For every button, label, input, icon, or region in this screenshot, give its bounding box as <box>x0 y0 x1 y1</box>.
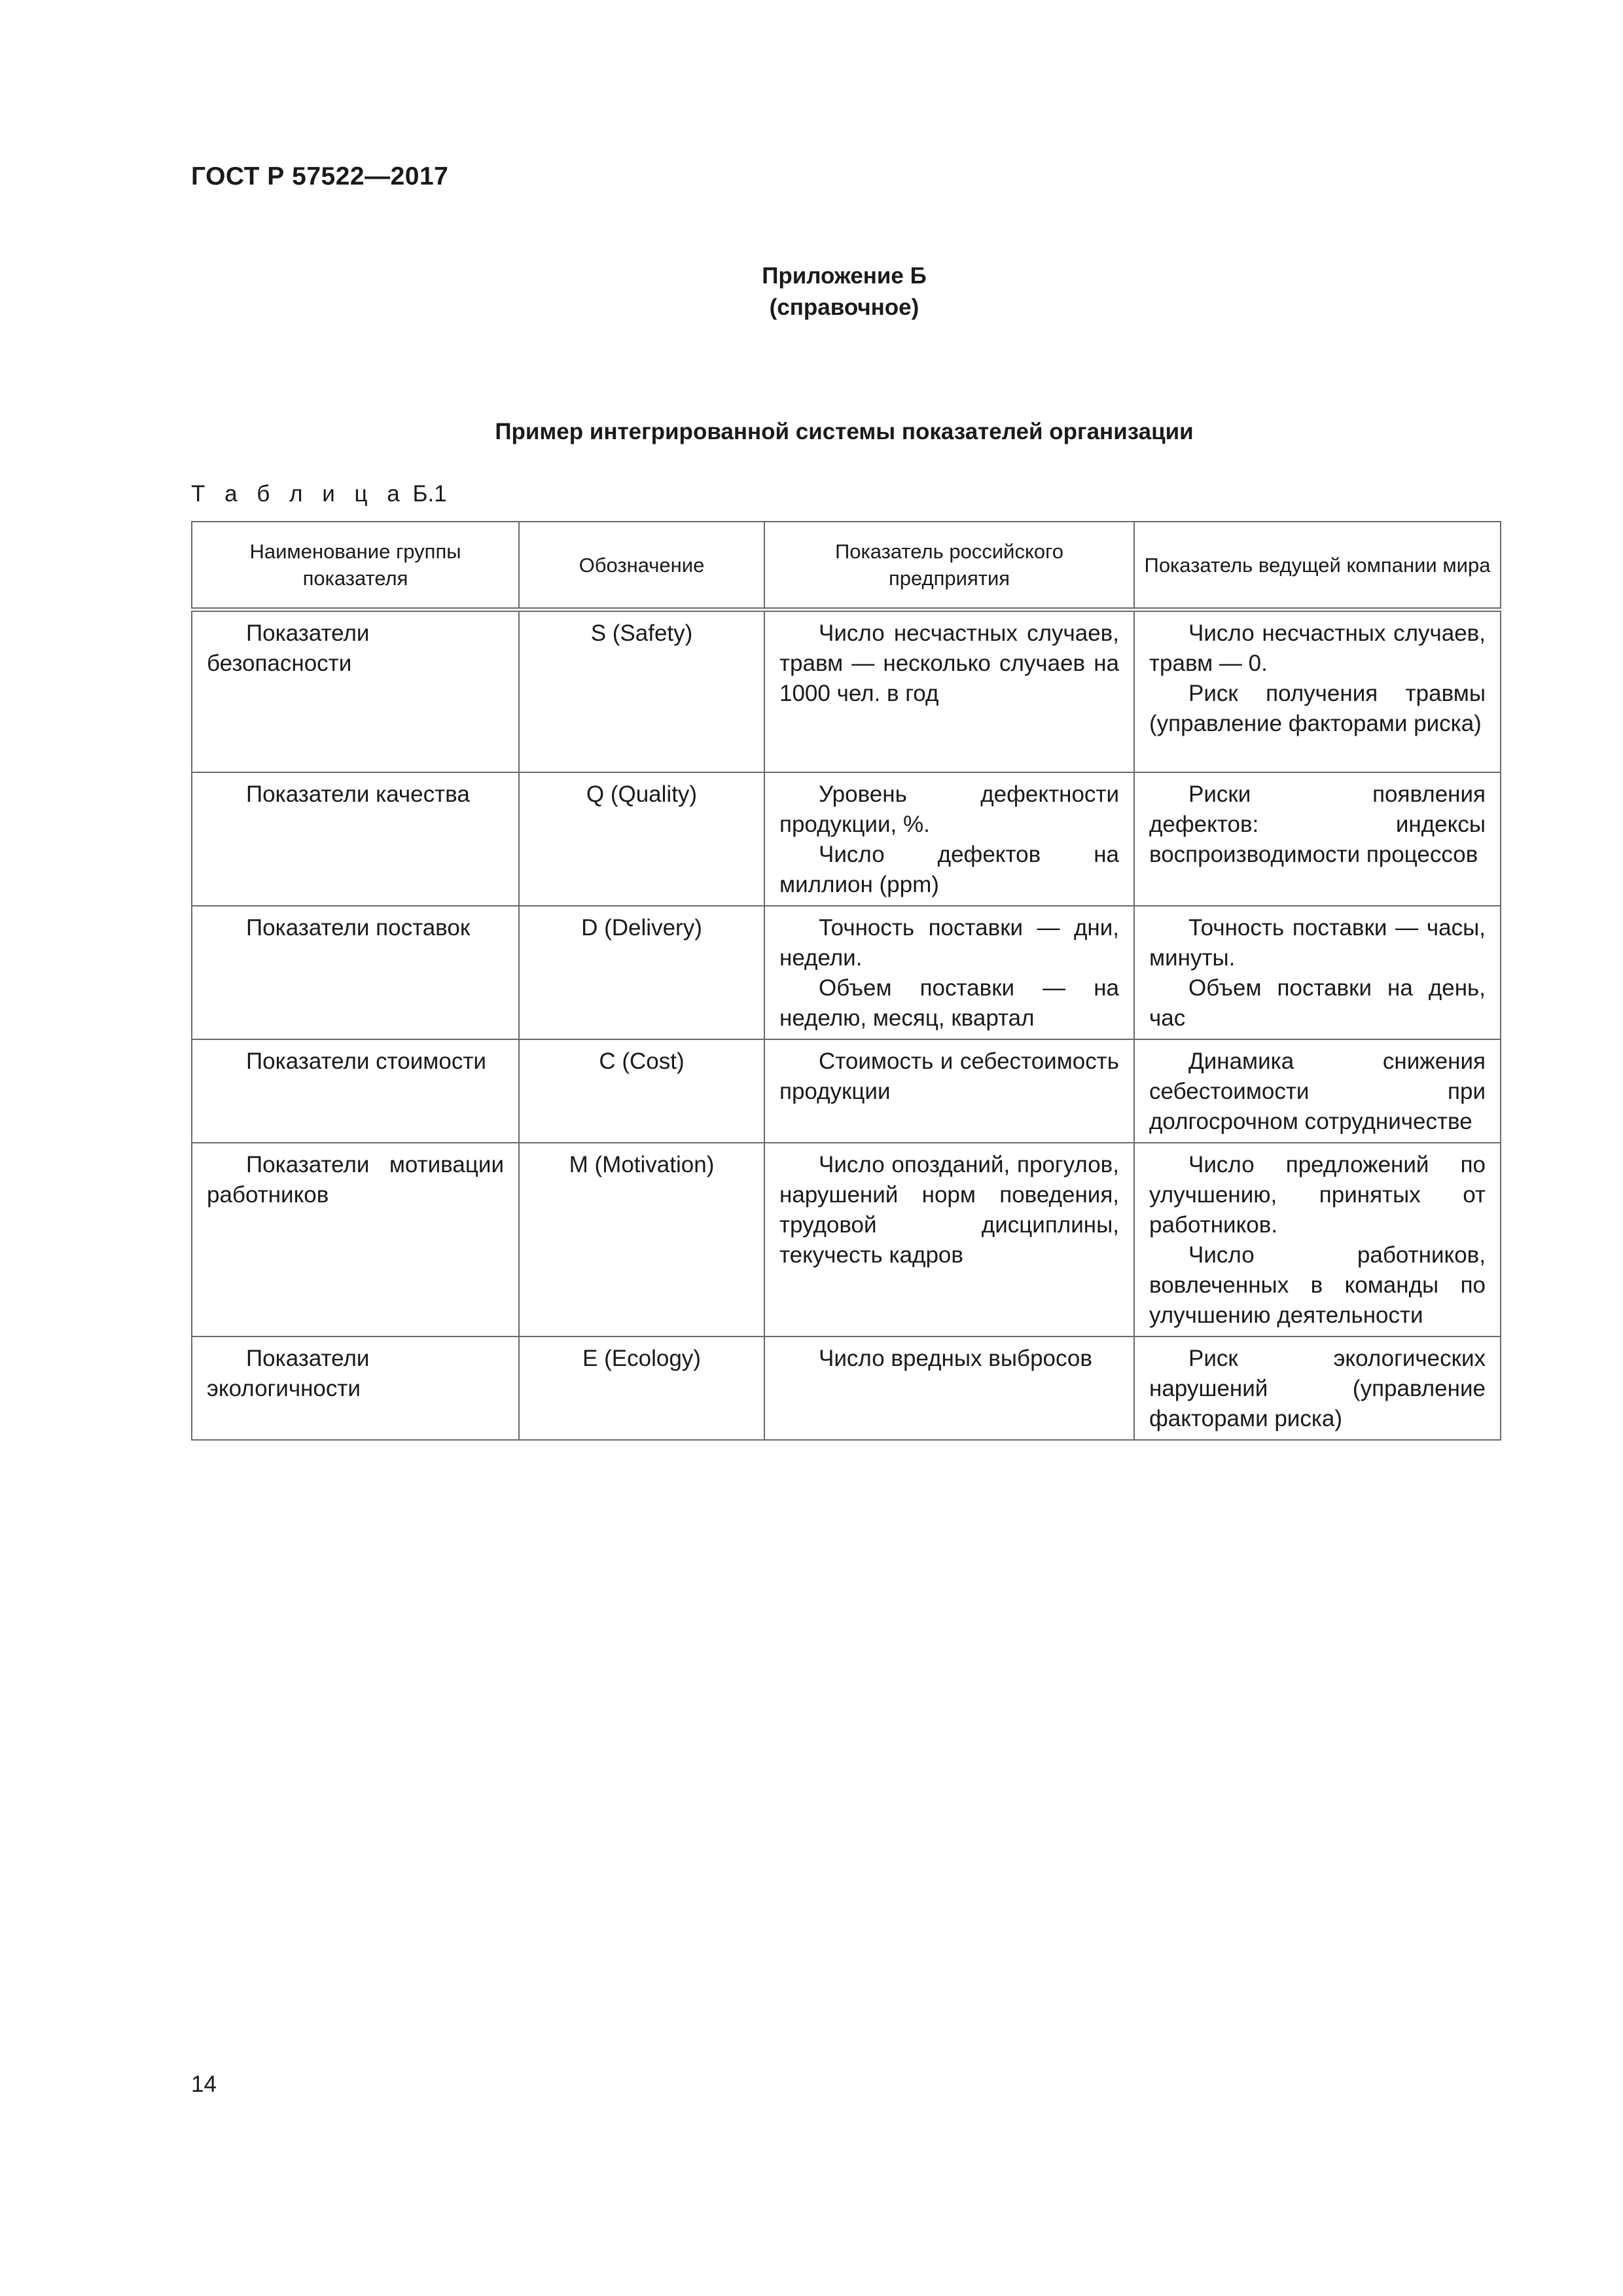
appendix-heading <box>0 260 1623 323</box>
world-cell: Динамика снижения себестоимости при долгосрочном сотрудничестве <box>1134 1039 1501 1143</box>
code-cell: M (Motivation) <box>519 1143 764 1336</box>
indicators-table <box>191 521 1501 1441</box>
column-header-code: Обозначение <box>519 522 764 610</box>
group-cell: Показатели безопасности <box>192 610 519 772</box>
table-row <box>192 906 1501 1039</box>
group-cell: Показатели качества <box>192 772 519 906</box>
standard-designation: ГОСТ Р 57522—2017 <box>191 162 449 190</box>
table-label-number: Б.1 <box>412 481 447 507</box>
section-title: Пример интегрированной системы показателей организации <box>495 419 1194 444</box>
group-cell: Показатели экологичности <box>192 1336 519 1440</box>
table-label <box>191 481 447 507</box>
russian-cell: Уровень дефектности продукции, %. Число дефектов на миллион (ppm) <box>764 772 1134 906</box>
world-cell: Риск экологических нарушений (управление факторами риска) <box>1134 1336 1501 1440</box>
column-header-world: Показатель ведущей компании мира <box>1134 522 1501 610</box>
table-label-word: Т а б л и ц а <box>191 481 406 507</box>
world-cell: Число несчастных случаев, травм — 0. Риск получения травмы (управление факторами риска) <box>1134 610 1501 772</box>
code-cell: E (Ecology) <box>519 1336 764 1440</box>
column-header-group: Наименование группы показателя <box>192 522 519 610</box>
page-number: 14 <box>191 2072 217 2097</box>
appendix-title: Приложение Б <box>762 263 927 289</box>
table-row <box>192 772 1501 906</box>
world-cell: Число предложений по улучшению, принятых от работников. Число работников, вовлеченных в команды по улучшению деятельности <box>1134 1143 1501 1336</box>
table-row <box>192 1336 1501 1440</box>
russian-cell: Число несчастных случаев, травм — несколько случаев на 1000 чел. в год <box>764 610 1134 772</box>
code-cell: Q (Quality) <box>519 772 764 906</box>
world-cell: Точность поставки — часы, минуты. Объем поставки на день, час <box>1134 906 1501 1039</box>
code-cell: S (Safety) <box>519 610 764 772</box>
russian-cell: Точность поставки — дни, недели. Объем поставки — на неделю, месяц, квартал <box>764 906 1134 1039</box>
table-header-row <box>192 522 1501 610</box>
group-cell: Показатели стоимости <box>192 1039 519 1143</box>
column-header-russian: Показатель российского предприятия <box>764 522 1134 610</box>
code-cell: D (Delivery) <box>519 906 764 1039</box>
group-cell: Показатели мотивации работников <box>192 1143 519 1336</box>
code-cell: C (Cost) <box>519 1039 764 1143</box>
group-cell: Показатели поставок <box>192 906 519 1039</box>
world-cell: Риски появления дефектов: индексы воспроизводимости процессов <box>1134 772 1501 906</box>
table-row <box>192 1039 1501 1143</box>
appendix-subtitle: (справочное) <box>769 295 919 320</box>
russian-cell: Число опозданий, прогулов, нарушений норм поведения, трудовой дисциплины, текучесть кадров <box>764 1143 1134 1336</box>
russian-cell: Число вредных выбросов <box>764 1336 1134 1440</box>
russian-cell: Стоимость и себестоимость продукции <box>764 1039 1134 1143</box>
table-row <box>192 1143 1501 1336</box>
table-row <box>192 610 1501 772</box>
